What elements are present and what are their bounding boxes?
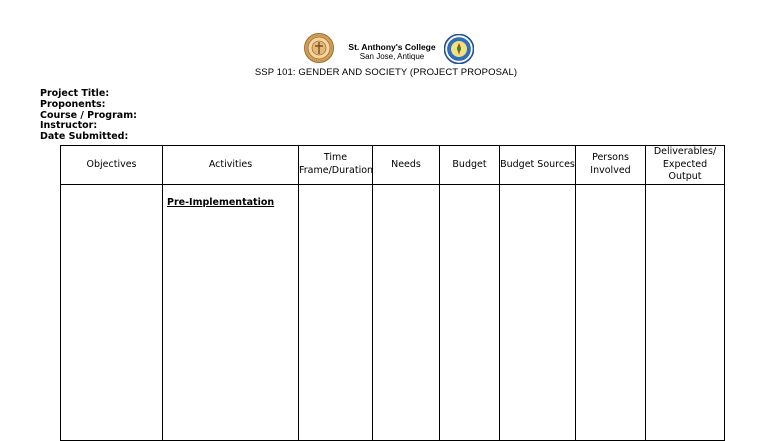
table-header-row: [61, 146, 725, 185]
instructor-label: Instructor:: [40, 120, 98, 132]
header-persons-involved: Persons Involved: [576, 146, 646, 185]
college-location: San Jose, Antique: [359, 52, 425, 61]
header-needs: Needs: [373, 146, 440, 185]
proponents-label: Proponents:: [40, 98, 106, 110]
cell-deliverables[interactable]: [646, 184, 725, 441]
college-name: St. Anthony's College: [348, 42, 436, 52]
college-seal-icon: [304, 33, 334, 63]
pre-implementation-label: Pre-Implementation: [167, 196, 275, 208]
cell-activities[interactable]: [163, 184, 299, 441]
college-block: [340, 42, 444, 61]
cell-time-frame[interactable]: [299, 184, 373, 441]
header-time-frame: Time Frame/Duration: [299, 146, 373, 185]
cell-budget[interactable]: [440, 184, 500, 441]
cell-persons-involved[interactable]: [576, 184, 646, 441]
date-submitted-label: Date Submitted:: [40, 131, 129, 143]
header-budget-sources: Budget Sources: [500, 146, 576, 185]
document-title: SSP 101: GENDER AND SOCIETY (PROJECT PROPOSAL): [254, 67, 518, 78]
header-activities: Activities: [163, 146, 299, 185]
cell-needs[interactable]: [373, 184, 440, 441]
table-row: [61, 184, 725, 441]
department-seal-icon: [444, 34, 474, 64]
proposal-fields: [40, 89, 137, 143]
header-objectives: Objectives: [61, 146, 163, 185]
cell-budget-sources[interactable]: [500, 184, 576, 441]
project-title-label: Project Title:: [40, 88, 110, 99]
document-header: [0, 32, 784, 68]
cell-objectives[interactable]: [61, 184, 163, 441]
header-deliverables: Deliverables/ Expected Output: [646, 146, 725, 185]
course-program-label: Course / Program:: [40, 109, 137, 121]
proposal-table: [60, 145, 725, 441]
header-budget: Budget: [440, 146, 500, 185]
